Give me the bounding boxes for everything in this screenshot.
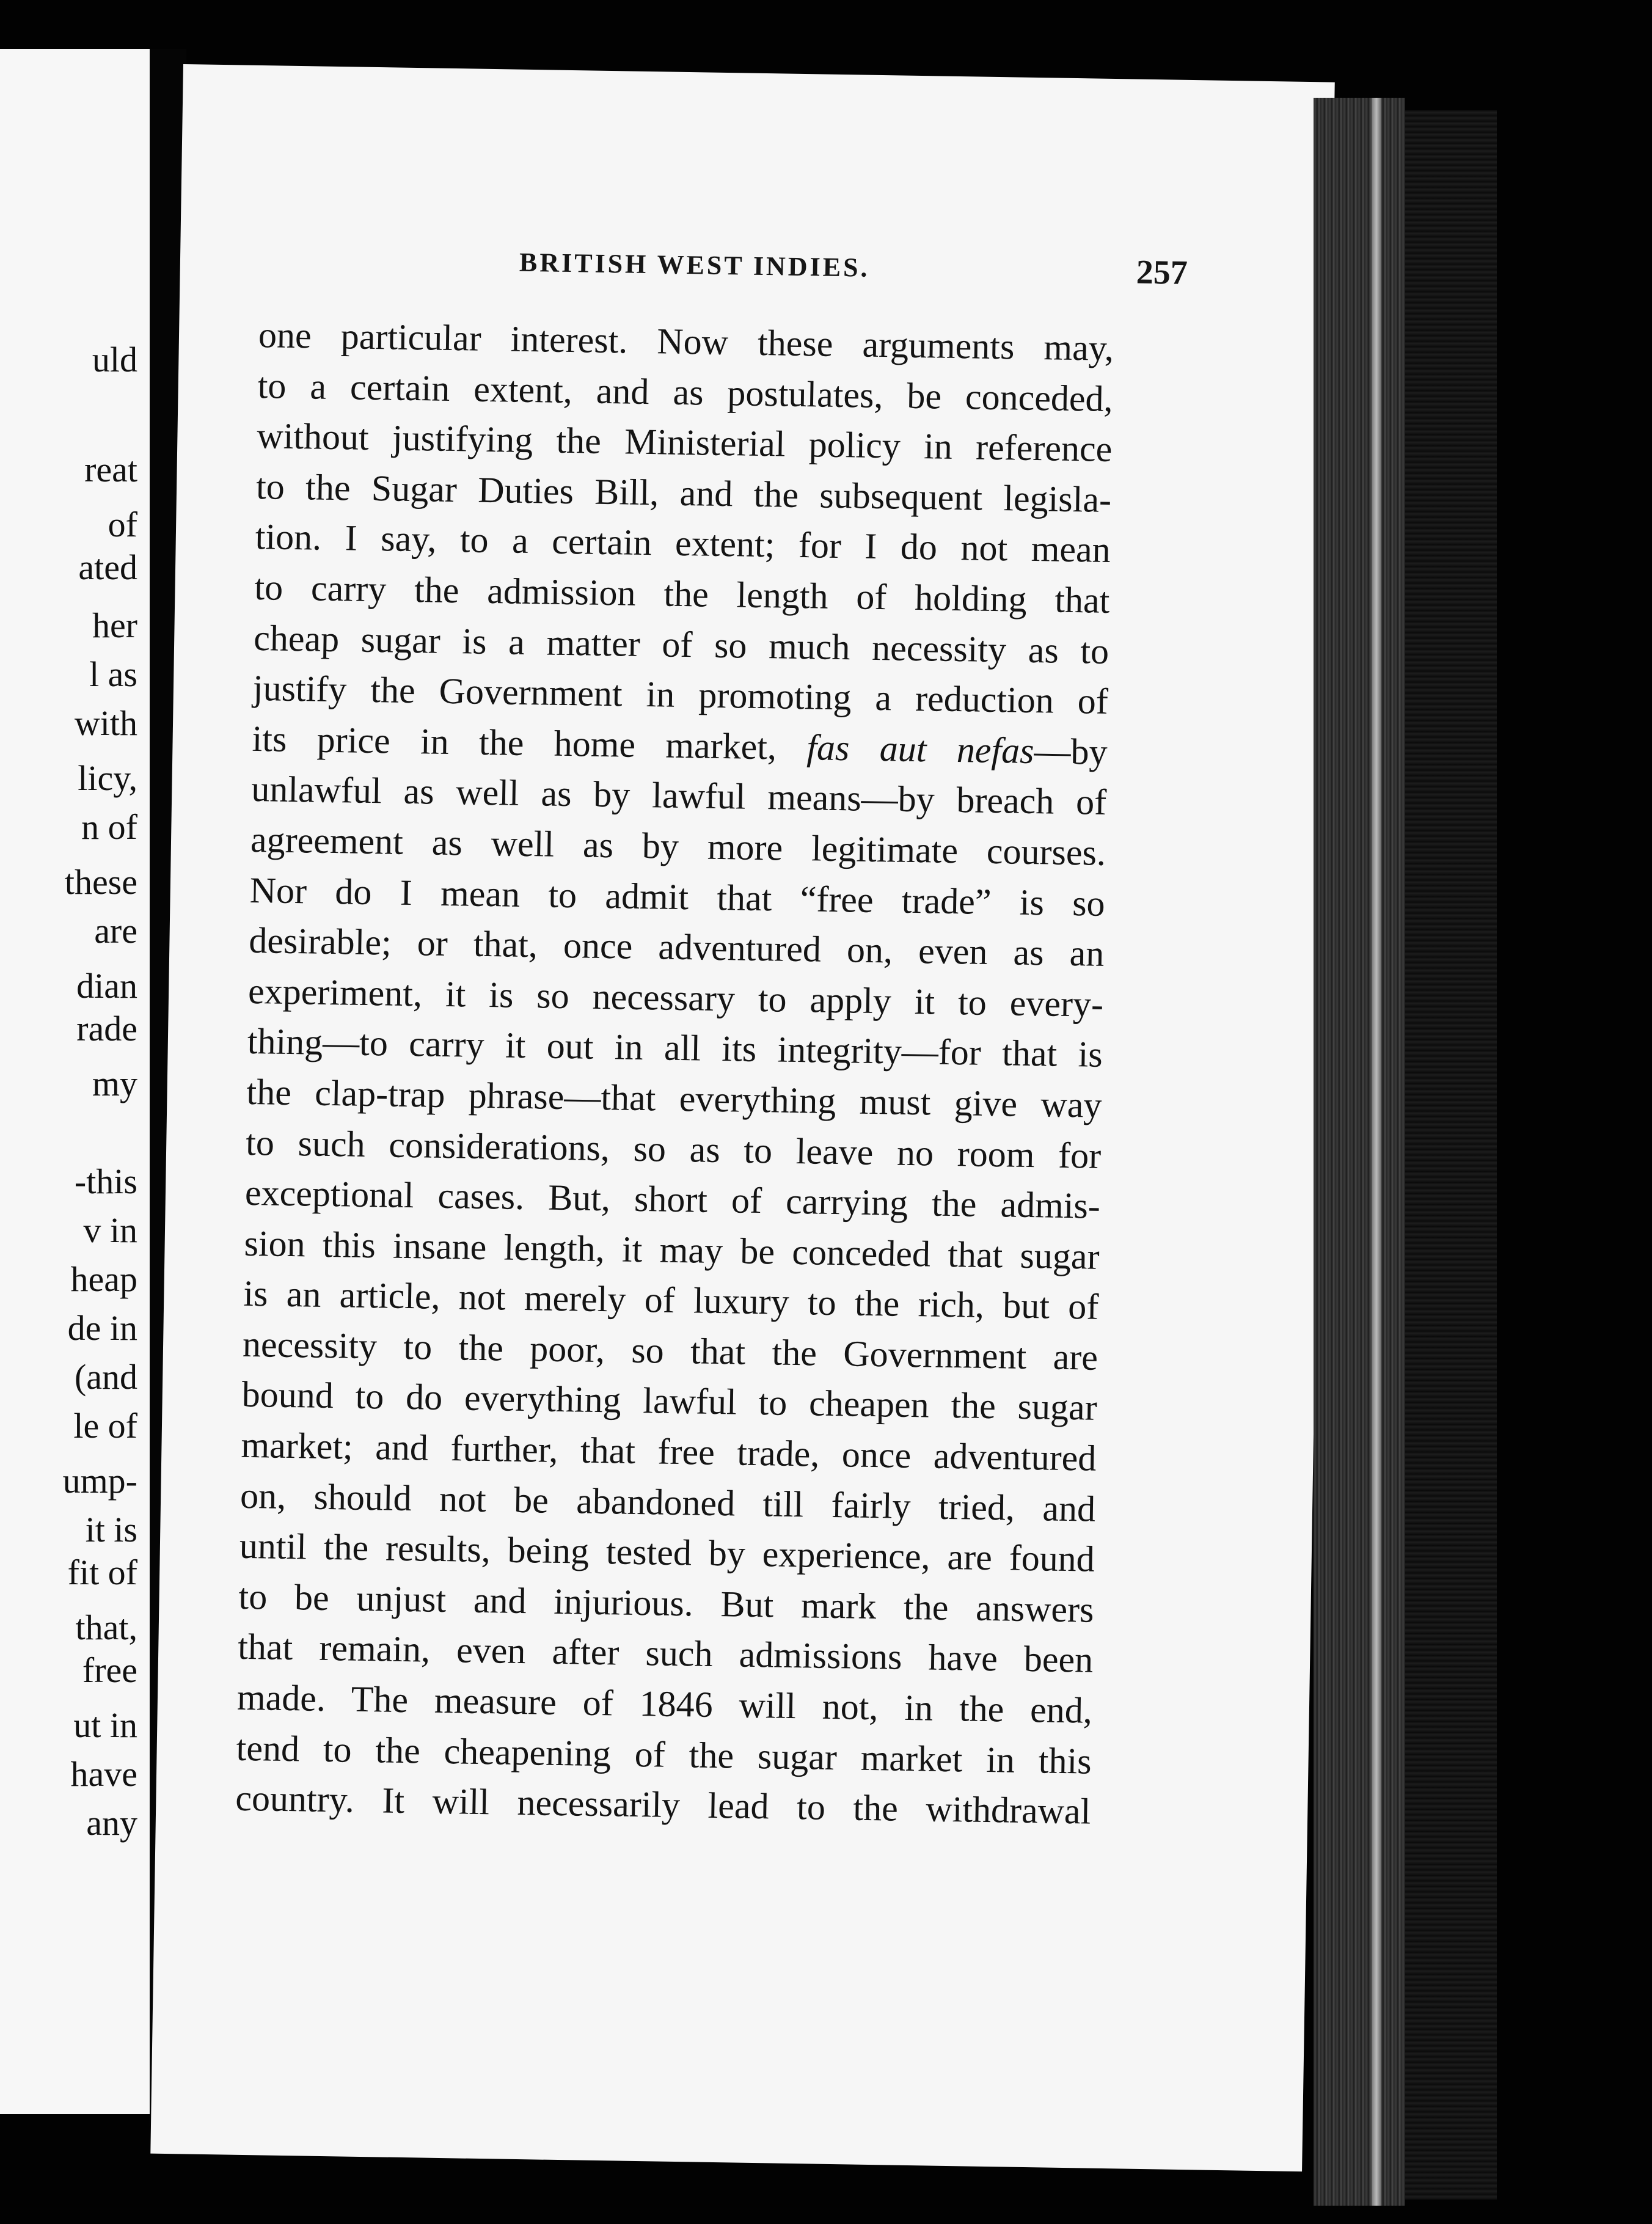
left-page-text-fragment: dian xyxy=(76,966,137,1006)
text-line: market; and further, that free trade, once adventured xyxy=(240,1424,1097,1479)
left-page-text-fragment: her xyxy=(92,605,137,645)
text-line: to be unjust and injurious. But mark the answers xyxy=(238,1576,1094,1630)
left-page-text-fragment: (and xyxy=(74,1357,137,1397)
left-page-text-fragment: of xyxy=(108,505,137,544)
text-line: cheap sugar is a matter of so much necessity as to xyxy=(253,617,1109,671)
page-header xyxy=(519,247,1314,302)
main-page xyxy=(150,64,1334,2171)
left-page-text-fragment: l as xyxy=(89,654,137,694)
text-line: to carry the admission the length of holding that xyxy=(254,566,1110,621)
left-page-text-fragment: fit of xyxy=(67,1553,137,1592)
left-page-text-fragment: v in xyxy=(83,1210,137,1250)
text-line: to the Sugar Duties Bill, and the subsequent legisla- xyxy=(255,466,1112,520)
page-edges xyxy=(1314,98,1405,2206)
text-line: country. It will necessarily lead to the withdrawal xyxy=(235,1777,1091,1832)
text-line: to such considerations, so as to leave no room for xyxy=(245,1122,1102,1176)
text-line: the clap-trap phrase—that everything must give way xyxy=(246,1071,1102,1125)
latin-phrase: fas aut nefas xyxy=(806,726,1035,771)
text-segment: its price in the home market, xyxy=(252,718,777,767)
page-edge-highlight xyxy=(1372,98,1381,2206)
text-line: sion this insane length, it may be conceded that sugar xyxy=(244,1223,1100,1277)
left-page-text-fragment: de in xyxy=(67,1308,137,1348)
text-line: one particular interest. Now these arguments may, xyxy=(258,314,1114,368)
text-line: unlawful as well as by lawful means—by breach of xyxy=(250,769,1107,823)
left-page-text-fragment: -this xyxy=(74,1161,137,1201)
page-number: 257 xyxy=(1136,253,1188,292)
left-page-text-fragment: that, xyxy=(75,1608,137,1647)
left-page-text-fragment: reat xyxy=(84,450,137,489)
left-page-text-fragment: ump- xyxy=(62,1461,137,1501)
text-line: made. The measure of 1846 will not, in the end, xyxy=(236,1677,1093,1731)
text-line: bound to do everything lawful to cheapen the sugar xyxy=(241,1374,1098,1428)
left-page-text-fragment: n of xyxy=(81,807,137,847)
left-page-text-fragment: ated xyxy=(78,547,137,587)
left-page-text-fragment: are xyxy=(94,911,137,951)
left-page-text-fragment: le of xyxy=(73,1406,137,1446)
text-line: experiment, it is so necessary to apply it to every- xyxy=(247,970,1104,1025)
text-line: necessity to the poor, so that the Government are xyxy=(242,1323,1098,1378)
text-line: exceptional cases. But, short of carrying the admis- xyxy=(244,1172,1101,1226)
left-page-text-fragment: my xyxy=(92,1064,137,1103)
left-page-text-fragment: heap xyxy=(70,1259,137,1299)
left-page-text-fragment: licy, xyxy=(78,758,137,798)
text-line: tend to the cheapening of the sugar market in this xyxy=(236,1727,1092,1782)
text-line: agreement as well as by more legitimate courses. xyxy=(250,819,1106,873)
text-line: is an article, not merely of luxury to the rich, but of xyxy=(243,1273,1099,1328)
text-line: on, should not be abandoned till fairly tried, and xyxy=(239,1475,1096,1529)
text-line: thing—to carry it out in all its integrity—for that is xyxy=(247,1021,1103,1075)
left-page-fragment xyxy=(0,49,150,2114)
text-line: to a certain extent, and as postulates, be conceded, xyxy=(257,365,1114,419)
left-page-text-fragment: with xyxy=(74,703,137,743)
left-page-text-fragment: free xyxy=(82,1650,137,1690)
left-page-text-fragment: rade xyxy=(76,1009,137,1048)
left-page-text-fragment: these xyxy=(64,862,137,902)
text-line: that remain, even after such admissions have been xyxy=(237,1626,1094,1681)
text-line: tion. I say, to a certain extent; for I do not mean xyxy=(255,516,1111,571)
text-line: until the results, being tested by experience, are found xyxy=(239,1525,1095,1579)
book-cover-edge xyxy=(1405,110,1497,2200)
text-line: Nor do I mean to admit that “free trade” is so xyxy=(249,869,1106,924)
text-line: without justifying the Ministerial policy in reference xyxy=(256,415,1113,470)
text-segment: —by xyxy=(1034,730,1108,772)
left-page-text-fragment: it is xyxy=(85,1510,137,1549)
text-line: desirable; or that, once adventured on, even as an xyxy=(248,920,1105,974)
left-page-text-fragment: any xyxy=(86,1803,137,1843)
body-text xyxy=(235,310,1114,1837)
text-line: justify the Government in promoting a reduction of xyxy=(252,668,1109,722)
left-page-text-fragment: have xyxy=(70,1754,137,1794)
left-page-text-fragment: uld xyxy=(92,340,137,379)
running-title: BRITISH WEST INDIES. xyxy=(519,247,870,283)
left-page-text-fragment: ut in xyxy=(73,1705,137,1745)
